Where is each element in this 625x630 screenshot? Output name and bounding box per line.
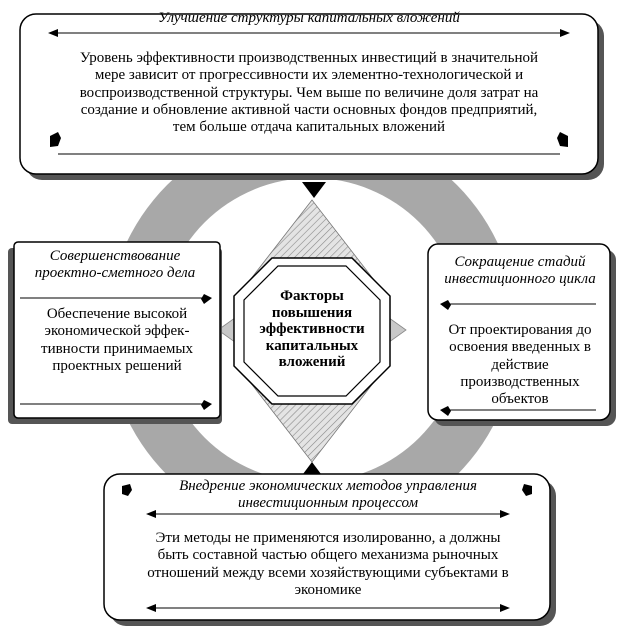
center-label: Факторы повышения эффективности капитальных вложений (259, 288, 365, 370)
bottom-box-title: Внедрение экономических методов управления инвестиционным процессом (179, 478, 477, 512)
left-box-text: Обеспечение высокой экономической эффек-тивности принимаемых проектных решений (41, 306, 193, 374)
top-box-text: Уровень эффективности производственных инвестиций в значительной мере зависит от прогрессивности их элементно-технологической и воспроизводственной структуры. Чем выше по величине доля затрат на создание и обновление активной части основных фондов предприятий, тем больше отдача капитальных вложений (79, 50, 539, 135)
right-box-text: От проектирования до освоения введенных в действие производственных объектов (448, 322, 592, 407)
left-box-title: Совершенствование проектно-сметного дела (34, 248, 196, 282)
bottom-box-text: Эти методы не применяются изолированно, а должны быть составной частью общего механизма рыночных отношений между всеми хозяйствующими субъектами в экономике (147, 530, 509, 598)
right-box-title: Сокращение стадий инвестиционного цикла (444, 254, 596, 288)
top-box-title: Улучшение структуры капитальных вложений (158, 10, 460, 26)
